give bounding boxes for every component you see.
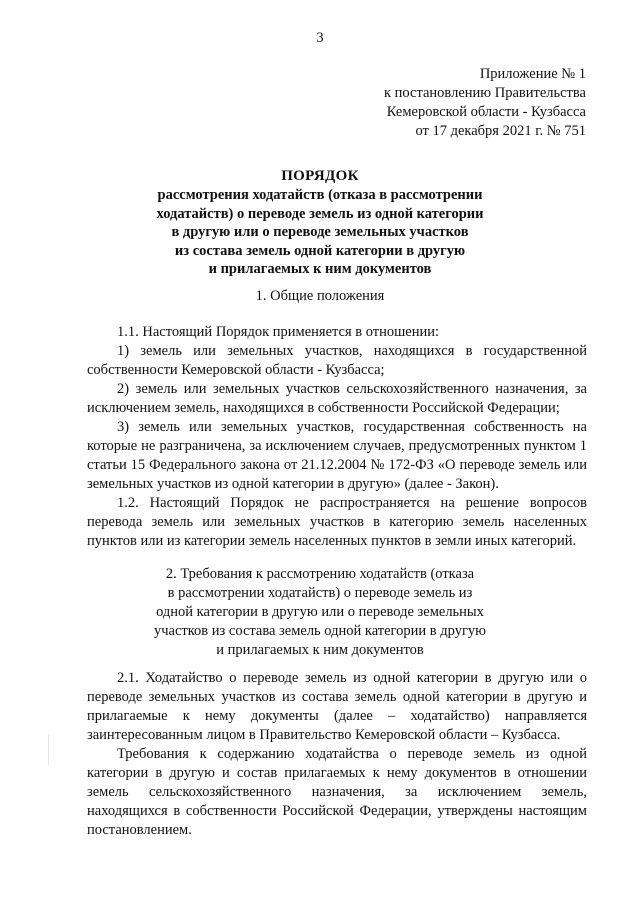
title-line: из состава земель одной категории в другую	[174, 242, 466, 259]
appendix-resolution-line: к постановлению Правительства	[384, 85, 586, 101]
title-line: ходатайств) о переводе земель из одной категории	[156, 205, 484, 222]
appendix-title: Приложение № 1	[479, 66, 586, 82]
paragraph-2-requirements: Требования к содержанию ходатайства о переводе земель из одной категории в другую и состав прилагаемых к нему документов в отношении земель сельскохозяйственного назначения, за исключением земель, находящихся в собственности Российской Федерации, утверждены настоящим постановлением.	[87, 746, 587, 838]
paragraph-1-1: 1.1. Настоящий Порядок применяется в отношении:	[117, 324, 440, 340]
section-2-heading-line: одной категории в другую или о переводе земельных	[156, 604, 484, 620]
document-title	[90, 166, 550, 279]
section-1-body	[87, 323, 587, 551]
appendix-region-line: Кемеровской области - Кузбасса	[386, 104, 586, 120]
paragraph-2-1: 2.1. Ходатайство о переводе земель из одной категории в другую или о переводе земельных участков из состава земель одной категории в другую и прилагаемые к нему документы (далее – ходатайство) направляется заинтересованным лицом в Правительство Кемеровской области – Кузбасса.	[87, 670, 587, 743]
section-1-heading	[90, 287, 550, 306]
title-main: ПОРЯДОК	[281, 168, 359, 184]
title-line: в другую или о переводе земельных участков	[171, 224, 469, 241]
appendix-reference	[360, 65, 586, 141]
scan-margin-mark	[48, 735, 49, 765]
page-number: 3	[316, 30, 324, 46]
title-line: и прилагаемых к ним документов	[208, 261, 432, 278]
title-line: рассмотрения ходатайств (отказа в рассмотрении	[157, 187, 483, 203]
section-2-heading-line: участков из состава земель одной категории в другую	[154, 623, 486, 639]
section-1-heading-text: 1. Общие положения	[255, 288, 385, 304]
list-item-3: 3) земель или земельных участков, государственная собственность на которые не разграничена, за исключением случаев, предусмотренных пунктом 1 статьи 15 Федерального закона от 21.12.2004 № 172-ФЗ «О переводе земель или земельных участков из одной категории в другую» (далее - Закон).	[87, 419, 587, 492]
list-item-1: 1) земель или земельных участков, находящихся в государственной собственности Кемеровской области - Кузбасса;	[87, 343, 587, 378]
section-2-heading-line: в рассмотрении ходатайств) о переводе земель из	[167, 585, 473, 601]
section-2-heading	[90, 565, 550, 660]
list-item-2: 2) земель или земельных участков сельскохозяйственного назначения, за исключением земель, находящихся в собственности Российской Федерации;	[87, 381, 587, 416]
section-2-heading-line: 2. Требования к рассмотрению ходатайств (отказа	[165, 566, 475, 582]
section-2-body	[87, 669, 587, 840]
appendix-date-line: от 17 декабря 2021 г. № 751	[415, 123, 586, 139]
paragraph-1-2: 1.2. Настоящий Порядок не распространяется на решение вопросов перевода земель или земельных участков в категорию земель населенных пунктов или из категории земель населенных пунктов в земли иных категорий.	[87, 495, 587, 549]
section-2-heading-line: и прилагаемых к ним документов	[216, 642, 424, 658]
